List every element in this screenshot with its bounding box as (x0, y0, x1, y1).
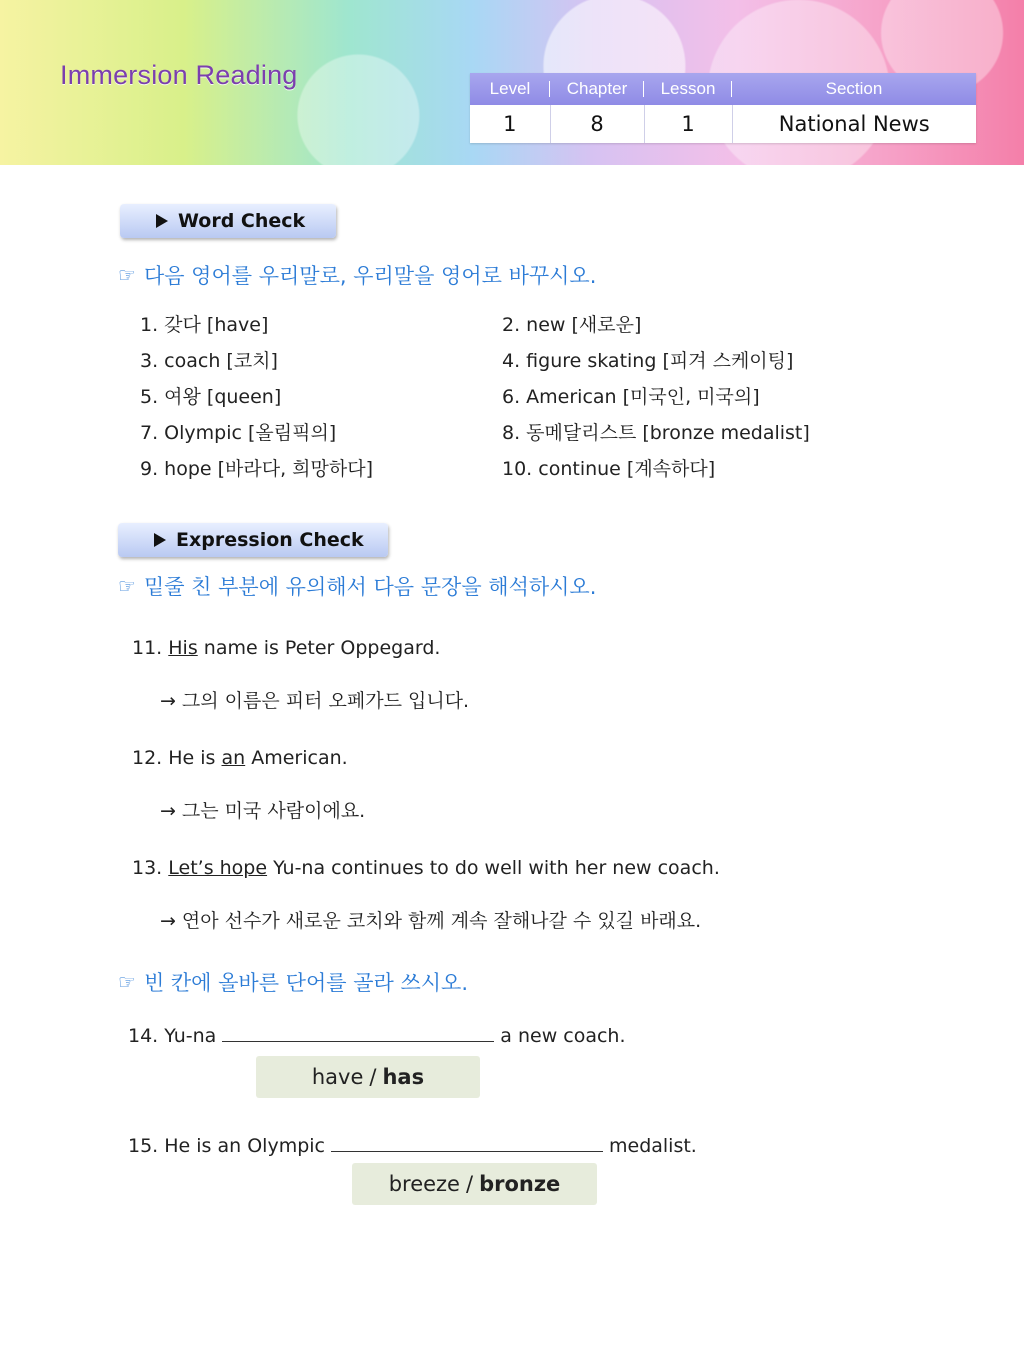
underlined-phrase: Let’s hope (168, 857, 268, 879)
word-item: 8. 동메달리스트 [bronze medalist] (502, 422, 810, 444)
fill-blank-sentence-15: 15. He is an Olympic medalist. (128, 1135, 697, 1157)
expression-check-label: Expression Check (176, 529, 364, 551)
right-arrow-icon: → (160, 690, 176, 712)
word-item: 6. American [미국인, 미국의] (502, 386, 760, 408)
underlined-phrase: an (221, 747, 246, 769)
expression-translation-11: → 그의 이름은 피터 오페가드 입니다. (160, 690, 470, 712)
choice-option-correct[interactable]: has (382, 1065, 425, 1089)
header-banner (0, 0, 1024, 165)
expression-check-instruction-text: 밑줄 친 부분에 유의해서 다음 문장을 해석하시오. (143, 575, 597, 599)
expression-translation-12: → 그는 미국 사람이에요. (160, 800, 366, 822)
fill-blank-sentence-14: 14. Yu-na a new coach. (128, 1025, 626, 1047)
lesson-info-table (470, 73, 976, 143)
word-item: 3. coach [코치] (140, 350, 278, 372)
word-item: 7. Olympic [올림픽의] (140, 422, 337, 444)
right-arrow-icon: → (160, 800, 176, 822)
expression-sentence-11: 11. His name is Peter Oppegard. (132, 637, 441, 659)
word-item: 4. figure skating [피겨 스케이팅] (502, 350, 794, 372)
fill-blank-instruction-text: 빈 칸에 올바른 단어를 골라 쓰시오. (143, 971, 468, 995)
expression-check-instruction (118, 571, 596, 601)
col-header-level: Level (470, 73, 550, 105)
choice-option[interactable]: have (311, 1065, 364, 1089)
play-triangle-icon (156, 214, 168, 228)
col-header-lesson: Lesson (644, 73, 732, 105)
expression-sentence-12: 12. He is an American. (132, 747, 348, 769)
choice-box-15: breeze / bronze (352, 1163, 597, 1205)
word-check-button[interactable] (120, 204, 336, 238)
brand-title: Immersion Reading (60, 60, 298, 90)
word-item: 9. hope [바라다, 희망하다] (140, 458, 374, 480)
word-item: 10. continue [계속하다] (502, 458, 716, 480)
expression-check-button[interactable] (118, 523, 388, 557)
right-arrow-icon: → (160, 910, 176, 932)
fill-blank-instruction (118, 967, 468, 997)
col-header-section: Section (732, 73, 976, 105)
pointing-hand-icon: ☞ (118, 263, 136, 287)
section-value: National News (732, 105, 976, 143)
answer-blank[interactable] (331, 1135, 603, 1152)
word-item: 2. new [새로운] (502, 314, 642, 336)
word-item: 1. 갖다 [have] (140, 314, 269, 336)
lesson-value: 1 (644, 105, 732, 143)
pointing-hand-icon: ☞ (118, 970, 136, 994)
chapter-value: 8 (550, 105, 644, 143)
expression-sentence-13: 13. Let’s hope Yu-na continues to do well with her new coach. (132, 857, 720, 879)
col-header-chapter: Chapter (550, 73, 644, 105)
expression-translation-13: → 연아 선수가 새로운 코치와 함께 계속 잘해나갈 수 있길 바래요. (160, 910, 702, 932)
word-check-instruction (118, 260, 596, 290)
choice-option[interactable]: breeze (388, 1172, 460, 1196)
choice-box-14: have / has (256, 1056, 480, 1098)
word-item: 5. 여왕 [queen] (140, 386, 282, 408)
word-check-instruction-text: 다음 영어를 우리말로, 우리말을 영어로 바꾸시오. (143, 264, 597, 288)
choice-option-correct[interactable]: bronze (479, 1172, 561, 1196)
play-triangle-icon (154, 533, 166, 547)
pointing-hand-icon: ☞ (118, 574, 136, 598)
word-check-label: Word Check (178, 210, 306, 232)
answer-blank[interactable] (222, 1025, 494, 1042)
underlined-phrase: His (168, 637, 198, 659)
level-value: 1 (470, 105, 550, 143)
